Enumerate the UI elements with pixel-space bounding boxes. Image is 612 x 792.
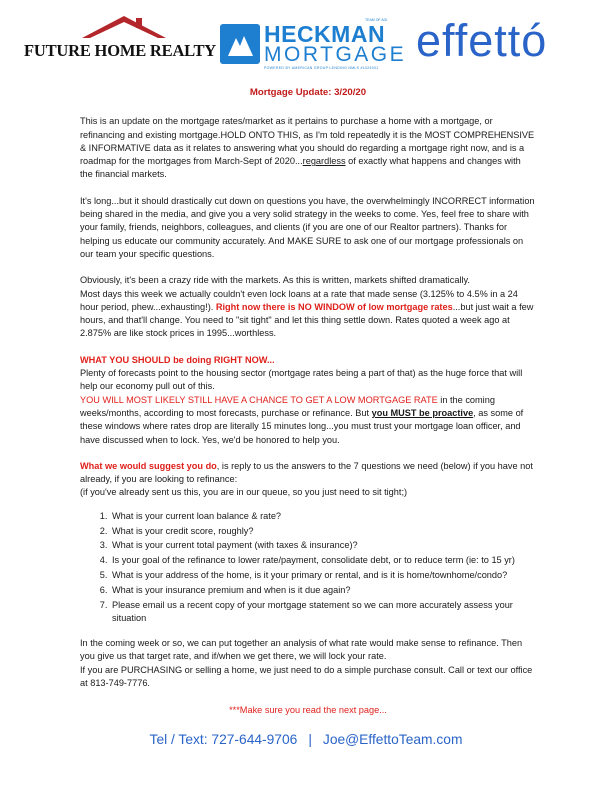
contact-footer	[0, 732, 612, 747]
analysis-text: In the coming week or so, we can put together an analysis of what rate would make sense to refinance. Then you give us that target rate, and if/when we get there, we will lock your rate.	[80, 638, 523, 662]
right-now-paragraph	[80, 354, 536, 447]
intro-underlined: regardless	[302, 156, 346, 167]
next-page-note: ***Make sure you read the next page...	[229, 705, 387, 716]
heckman-tagline: POWERED BY AMERICAN GROUP LENDING NMLS #1024001	[264, 66, 379, 70]
suggestion-text: , is reply to us the answers to the 7 questions we need (below) if you have not already, if you are looking to refinance:	[80, 460, 533, 485]
email-link[interactable]: Joe@EffettoTeam.com	[322, 732, 463, 747]
list-item: 7. Please email us a recent copy of your mortgage statement so we can more accurately assess your situation	[110, 599, 536, 626]
suggestion-paragraph	[80, 460, 536, 500]
list-item: 1. What is your current loan balance & rate?	[110, 510, 536, 523]
list-item: 5. What is your address of the home, is it your primary or rental, and is it is home/townhome/condo?	[110, 569, 536, 582]
effetto-wordmark: effettó	[416, 15, 548, 66]
list-item: 3. What is your current total payment (with taxes & insurance)?	[110, 539, 536, 552]
future-home-realty-text: FUTURE HOME REALTY	[24, 41, 216, 60]
phone-text: Tel / Text: 727-644-9706	[149, 732, 298, 747]
page-title: Mortgage Update: 3/20/20	[249, 87, 367, 98]
suggestion-note: (if you've already sent us this, you are in our queue, so you just need to sit tight;)	[80, 487, 408, 498]
right-now-text-3: , as some of these windows where rates drop are literally 15 minutes long...you must trust your mortgage loan officer, and have discussed when to lock. Yes, we'd be honored to help you.	[80, 407, 524, 445]
right-now-highlight: YOU WILL MOST LIKELY STILL HAVE A CHANCE TO GET A LOW MORTGAGE RATE	[80, 394, 438, 405]
future-home-realty-logo	[20, 14, 216, 60]
heckman-team-mark: TEAM OF AGI	[365, 18, 388, 22]
header	[0, 0, 612, 80]
questions-list	[80, 510, 536, 625]
market-text-2: Most days this week we actually couldn't even lock loans at a rate that made sense (3.125% to 4.5% in a 24 hour period, phew...exhausting!).	[80, 288, 518, 312]
market-text-3: ...but just wait a few hours, and that'll change. You need to "sit tight" and let this thing settle down. Rates quoted a week ago at 2.875% are like stock prices in 1995...worthless.	[80, 301, 534, 339]
effetto-logo	[416, 15, 596, 67]
long-note-paragraph: It's long...but it should drastically cut down on questions you have, the overwhelmingly INCORRECT information being shared in the media, and give you a very solid strategy in the weeks to come. Yes, feel free to share with your family, friends, neighbors, colleagues, and clients (if you are one of our Realtor partners). Thanks for helping us educate our community accurately. And MAKE SURE to ask one of our mortgage professionals on our team your specific questions.	[80, 195, 535, 259]
market-highlight: Right now there is NO WINDOW of low mortgage rates	[215, 301, 453, 312]
market-paragraph	[80, 274, 536, 340]
house-roof-icon	[20, 14, 195, 44]
intro-paragraph	[80, 115, 536, 181]
purchase-text: If you are PURCHASING or selling a home, we just need to do a simple purchase consult. Call or text our office at 813-749-7776.	[80, 664, 533, 688]
list-item: 4. Is your goal of the refinance to lower rate/payment, consolidate debt, or to reduce term (ie: to 15 yr)	[110, 554, 536, 567]
heckman-mark-icon	[220, 24, 260, 64]
contact-separator: |	[308, 732, 312, 747]
right-now-proactive: you MUST be proactive	[371, 407, 474, 418]
analysis-paragraph	[80, 637, 536, 690]
right-now-text-2: in the coming weeks/months, according to most forecasts, purchase or refinance. But	[80, 394, 495, 418]
document-body	[80, 80, 536, 718]
intro-text-end: of exactly what happens and changes with the financial markets.	[80, 156, 521, 180]
heckman-mortgage-word: MORTGAGE	[264, 43, 407, 66]
suggestion-heading: What we would suggest you do	[80, 460, 217, 471]
right-now-heading: WHAT YOU SHOULD be doing RIGHT NOW...	[80, 354, 275, 365]
list-item: 6. What is your insurance premium and when is it due again?	[110, 584, 536, 597]
right-now-text-1: Plenty of forecasts point to the housing sector (mortgage rates being a part of that) as the huge force that will help our economy pull out of this.	[80, 368, 523, 392]
list-item: 2. What is your credit score, roughly?	[110, 525, 536, 538]
heckman-name: HECKMAN	[264, 21, 386, 47]
heckman-mortgage-logo	[220, 18, 407, 70]
intro-text: This is an update on the mortgage rates/market as it pertains to purchase a home with a mortgage, or refinancing and existing mortgage.HOLD ONTO THIS, as I'm told repeatedly it is the MOST COMPREHENSIVE & INFORMATIVE data as it relates to answering what you should do regarding a mortgage right now, and is a roadmap for the mortgages from March-Sept of 2020...	[80, 116, 535, 167]
market-text-1: Obviously, it's been a crazy ride with the markets. As this is written, markets shifted dramatically.	[80, 275, 470, 286]
